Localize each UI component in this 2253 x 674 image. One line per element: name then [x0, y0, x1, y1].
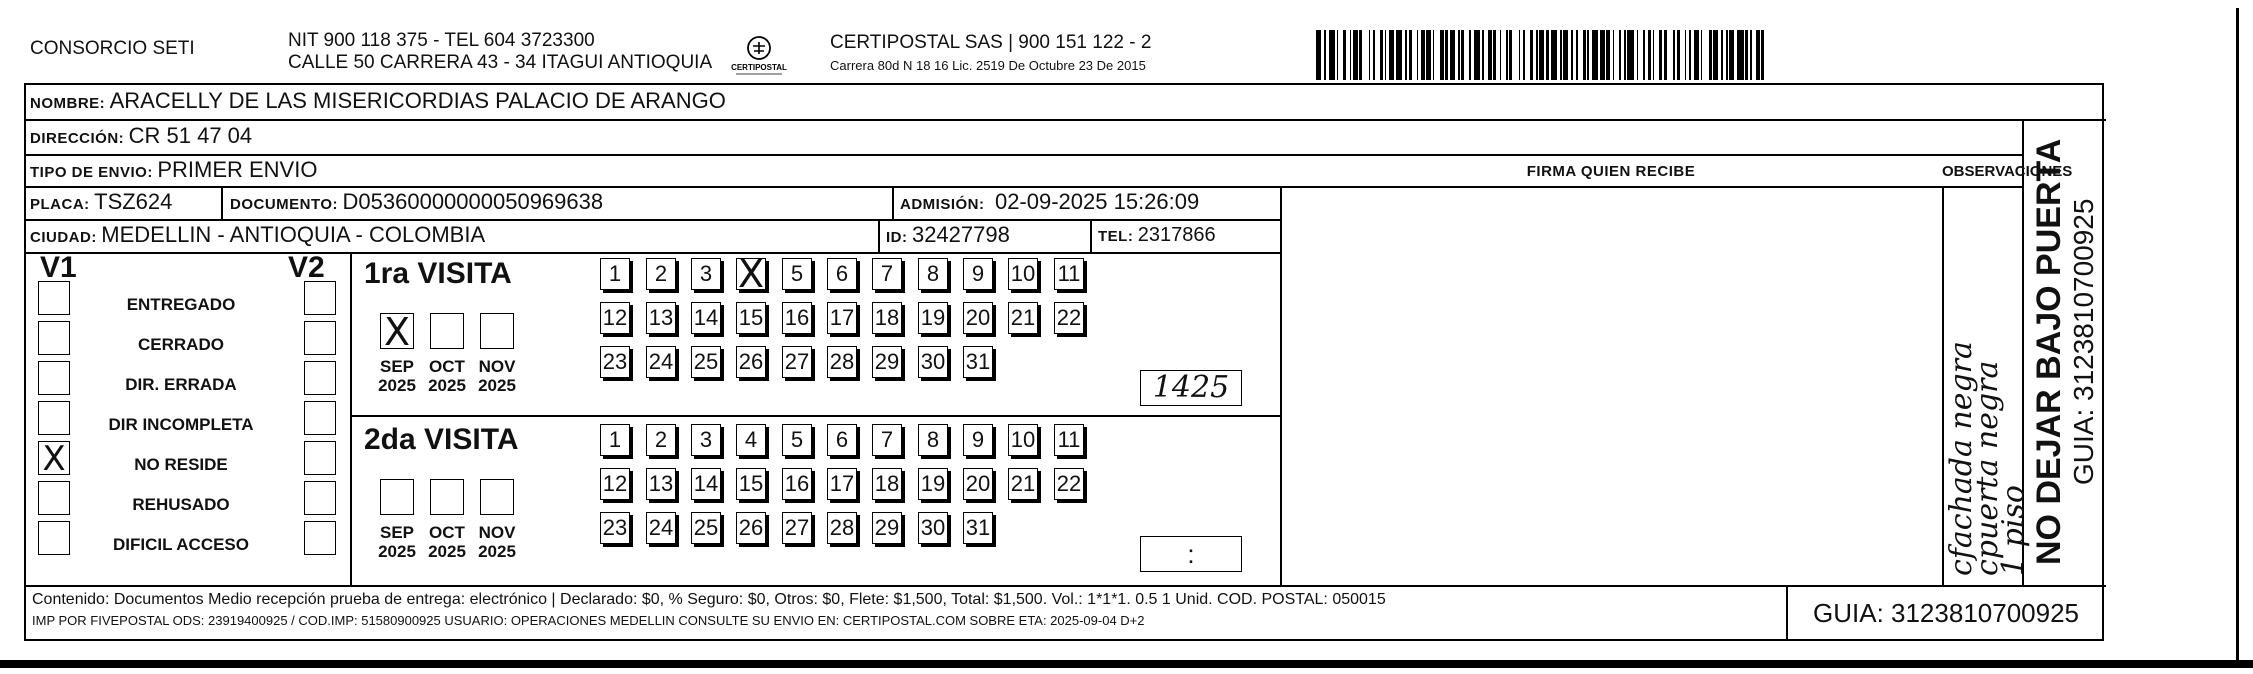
day-box[interactable]: 6	[827, 258, 857, 290]
placa-value: TSZ624	[94, 189, 173, 214]
day-box[interactable]: 9	[963, 424, 993, 456]
status-label: DIR INCOMPLETA	[108, 415, 254, 434]
ciudad-value: MEDELLIN - ANTIOQUIA - COLOMBIA	[101, 222, 486, 247]
bottom-border	[0, 660, 2253, 668]
month-checkbox-0[interactable]: X	[380, 313, 414, 349]
v2-checkbox-1[interactable]	[304, 321, 336, 355]
v2-checkbox-4[interactable]	[304, 441, 336, 475]
day-box[interactable]: 1	[600, 258, 630, 290]
logo-text: CERTIPOSTAL	[731, 63, 787, 72]
day-box[interactable]: 16	[782, 468, 812, 500]
ciudad-label: CIUDAD:	[30, 229, 97, 246]
observaciones-area[interactable]	[1944, 188, 2031, 583]
status-label: CERRADO	[138, 335, 224, 354]
obs-line-1: cfachada negra	[1944, 341, 1979, 576]
right-border	[2236, 8, 2239, 663]
month-checkbox-1[interactable]	[430, 313, 464, 349]
day-box[interactable]: 17	[827, 468, 857, 500]
tipo-label: TIPO DE ENVIO:	[30, 164, 153, 181]
day-box[interactable]: 23	[600, 346, 630, 378]
direccion-label: DIRECCIÓN:	[30, 130, 125, 147]
month-label	[372, 357, 422, 395]
tipo-value: PRIMER ENVIO	[157, 157, 318, 182]
day-box[interactable]: 3	[691, 424, 721, 456]
placa-row	[30, 189, 172, 218]
v1-checkbox-0[interactable]	[38, 281, 70, 315]
day-box[interactable]: 28	[827, 346, 857, 378]
observaciones-header	[1942, 159, 2073, 185]
month-year: 2025	[428, 376, 466, 395]
firma-header	[1280, 159, 1942, 185]
day-box[interactable]: 4	[736, 424, 766, 456]
day-box[interactable]: 22	[1054, 302, 1084, 334]
month-name: NOV	[478, 523, 516, 542]
month-label	[472, 523, 522, 561]
v1-checkbox-3[interactable]	[38, 401, 70, 435]
day-box[interactable]: 15	[736, 468, 766, 500]
day-box[interactable]: 11	[1054, 424, 1084, 456]
v2-checkbox-0[interactable]	[304, 281, 336, 315]
month-year: 2025	[478, 542, 516, 561]
day-box[interactable]: 20	[963, 468, 993, 500]
month-checkbox-0[interactable]	[380, 479, 414, 515]
admision-label: ADMISIÓN:	[900, 196, 985, 213]
day-box[interactable]: 5	[782, 424, 812, 456]
day-box[interactable]: 20	[963, 302, 993, 334]
firma-header-label: FIRMA QUIEN RECIBE	[1526, 163, 1696, 180]
day-box[interactable]: 22	[1054, 468, 1084, 500]
footer-guia: GUIA: 3123810700925	[1813, 598, 2079, 628]
month-label	[422, 357, 472, 395]
v2-checkbox-2[interactable]	[304, 361, 336, 395]
side-guia: GUIA: 3123810700925	[2068, 198, 2099, 485]
month-year: 2025	[428, 542, 466, 561]
nombre-label: NOMBRE:	[30, 95, 106, 112]
signature-area[interactable]	[1282, 188, 1940, 583]
tipo-row	[30, 157, 317, 186]
day-box[interactable]: 17	[827, 302, 857, 334]
month-name: NOV	[478, 357, 516, 376]
delivery-form	[24, 83, 2104, 641]
month-name: SEP	[379, 357, 415, 376]
direccion-row	[30, 123, 252, 152]
month-year: 2025	[378, 542, 416, 561]
day-box[interactable]: 14	[691, 468, 721, 500]
day-box[interactable]: 30	[918, 512, 948, 544]
day-box[interactable]: 7	[872, 258, 902, 290]
ciudad-row	[30, 222, 485, 251]
day-box[interactable]: 8	[918, 258, 948, 290]
month-checkbox-2[interactable]	[480, 313, 514, 349]
day-box[interactable]: 12	[600, 468, 630, 500]
day-box[interactable]: 5	[782, 258, 812, 290]
day-box[interactable]: 8	[918, 424, 948, 456]
v2-label: V2	[288, 251, 325, 284]
tel-row	[1098, 222, 1216, 250]
month-label	[422, 523, 472, 561]
status-label: REHUSADO	[132, 495, 230, 514]
day-box[interactable]: 28	[827, 512, 857, 544]
day-box[interactable]: 21	[1008, 468, 1038, 500]
placa-label: PLACA:	[30, 196, 90, 213]
visit2-time[interactable]: :	[1140, 536, 1242, 572]
day-box[interactable]: 11	[1054, 258, 1084, 290]
day-box[interactable]: 10	[1008, 424, 1038, 456]
day-box[interactable]: 18	[872, 468, 902, 500]
day-box[interactable]: 19	[918, 468, 948, 500]
id-value: 32427798	[911, 222, 1010, 247]
day-box[interactable]: 24	[646, 346, 676, 378]
day-box[interactable]: 27	[782, 512, 812, 544]
day-box[interactable]: 7	[872, 424, 902, 456]
documento-row	[230, 189, 603, 218]
day-box[interactable]: 29	[872, 512, 902, 544]
barcode	[1316, 30, 1948, 80]
v1-checkbox-5[interactable]	[38, 481, 70, 515]
tel-label: TEL:	[1098, 228, 1134, 245]
id-row	[886, 222, 1010, 251]
v1-checkbox-4[interactable]: X	[38, 441, 70, 475]
day-box[interactable]: 13	[646, 302, 676, 334]
day-box[interactable]: 13	[646, 468, 676, 500]
day-box[interactable]: 30	[918, 346, 948, 378]
obs-line-3: 1 piso	[1996, 485, 2031, 576]
v2-checkbox-6[interactable]	[304, 521, 336, 555]
month-name: SEP	[379, 523, 415, 542]
footer-line-1: Contenido: Documentos Medio recepción prueba de entrega: electrónico | Declarado: $0, % Seguro: $0, Otros: $0, Flete: $1,500, Total: $1,500. Vol.: 1*1*1. 0.5 1 Unid. COD. POSTAL: 050015	[32, 591, 1386, 608]
company-name: CONSORCIO SETI	[30, 38, 195, 59]
obs-line-2: cpuerta negra	[1970, 360, 2005, 576]
day-box[interactable]: 1	[600, 424, 630, 456]
certipostal-line: CERTIPOSTAL SAS | 900 151 122 - 2	[830, 32, 1152, 53]
day-box[interactable]: 21	[1008, 302, 1038, 334]
admision-value: 02-09-2025 15:26:09	[994, 189, 1200, 214]
direccion-value: CR 51 47 04	[128, 123, 253, 148]
day-box[interactable]: 16	[782, 302, 812, 334]
day-box[interactable]: 26	[736, 346, 766, 378]
day-box[interactable]: 31	[963, 512, 993, 544]
day-box[interactable]: 31	[963, 346, 993, 378]
nit-line: NIT 900 118 375 - TEL 604 3723300	[288, 30, 595, 51]
v2-checkbox-3[interactable]	[304, 401, 336, 435]
day-box-checked[interactable]: X	[737, 252, 765, 296]
day-box[interactable]: 14	[691, 302, 721, 334]
day-box[interactable]: 2	[646, 258, 676, 290]
side-warning: NO DEJAR BAJO PUERTA	[2030, 138, 2068, 565]
month-checkbox-2[interactable]	[480, 479, 514, 515]
day-box[interactable]: 27	[782, 346, 812, 378]
status-label: NO RESIDE	[134, 455, 228, 474]
nombre-value: ARACELLY DE LAS MISERICORDIAS PALACIO DE ARANGO	[109, 88, 726, 113]
day-box[interactable]: 29	[872, 346, 902, 378]
day-box[interactable]: 12	[600, 302, 630, 334]
documento-value: D05360000000050969638	[342, 189, 604, 214]
day-box[interactable]: 9	[963, 258, 993, 290]
day-box[interactable]: 10	[1008, 258, 1038, 290]
month-name: OCT	[429, 523, 465, 542]
address-line: CALLE 50 CARRERA 43 - 34 ITAGUI ANTIOQUIA	[288, 52, 713, 73]
status-label: DIR. ERRADA	[125, 375, 237, 394]
footer-line-2: IMP POR FIVEPOSTAL ODS: 23919400925 / COD.IMP: 51580900925 USUARIO: OPERACIONES MEDELLIN CONSULTE SU ENVIO EN: CERTIPOSTAL.COM SOBRE ETA: 2025-09-04 D+2	[32, 613, 1145, 628]
day-box[interactable]: 3	[691, 258, 721, 290]
day-box[interactable]: 19	[918, 302, 948, 334]
day-box[interactable]: 23	[600, 512, 630, 544]
nombre-row	[30, 88, 726, 117]
tel-value: 2317866	[1137, 224, 1216, 246]
id-label: ID:	[886, 229, 908, 246]
v1-checkbox-2[interactable]	[38, 361, 70, 395]
status-label: DIFICIL ACCESO	[112, 535, 249, 554]
month-label	[372, 523, 422, 561]
documento-label: DOCUMENTO:	[230, 196, 339, 213]
license-line: Carrera 80d N 18 16 Lic. 2519 De Octubre 23 De 2015	[830, 58, 1146, 73]
day-box[interactable]: 25	[691, 346, 721, 378]
certipostal-logo	[730, 34, 788, 78]
month-year: 2025	[478, 376, 516, 395]
visit1-title: 1ra VISITA	[364, 257, 512, 290]
day-box[interactable]: 18	[872, 302, 902, 334]
v1-label: V1	[40, 251, 77, 284]
admision-row	[900, 189, 1199, 218]
v1-checkbox-1[interactable]	[38, 321, 70, 355]
day-box[interactable]: 24	[646, 512, 676, 544]
visit2-title: 2da VISITA	[364, 423, 519, 456]
v2-checkbox-5[interactable]	[304, 481, 336, 515]
visit1-time[interactable]: 1425	[1140, 370, 1242, 406]
v1-checkbox-6[interactable]	[38, 521, 70, 555]
month-label	[472, 357, 522, 395]
month-checkbox-1[interactable]	[430, 479, 464, 515]
status-label: ENTREGADO	[126, 295, 236, 314]
month-name: OCT	[429, 357, 465, 376]
observaciones-header-label: OBSERVACIONES	[1942, 163, 2073, 180]
day-box[interactable]: 25	[691, 512, 721, 544]
day-box[interactable]: 2	[646, 424, 676, 456]
day-box[interactable]: 26	[736, 512, 766, 544]
day-box[interactable]: 6	[827, 424, 857, 456]
day-box[interactable]: 15	[736, 302, 766, 334]
month-year: 2025	[378, 376, 416, 395]
